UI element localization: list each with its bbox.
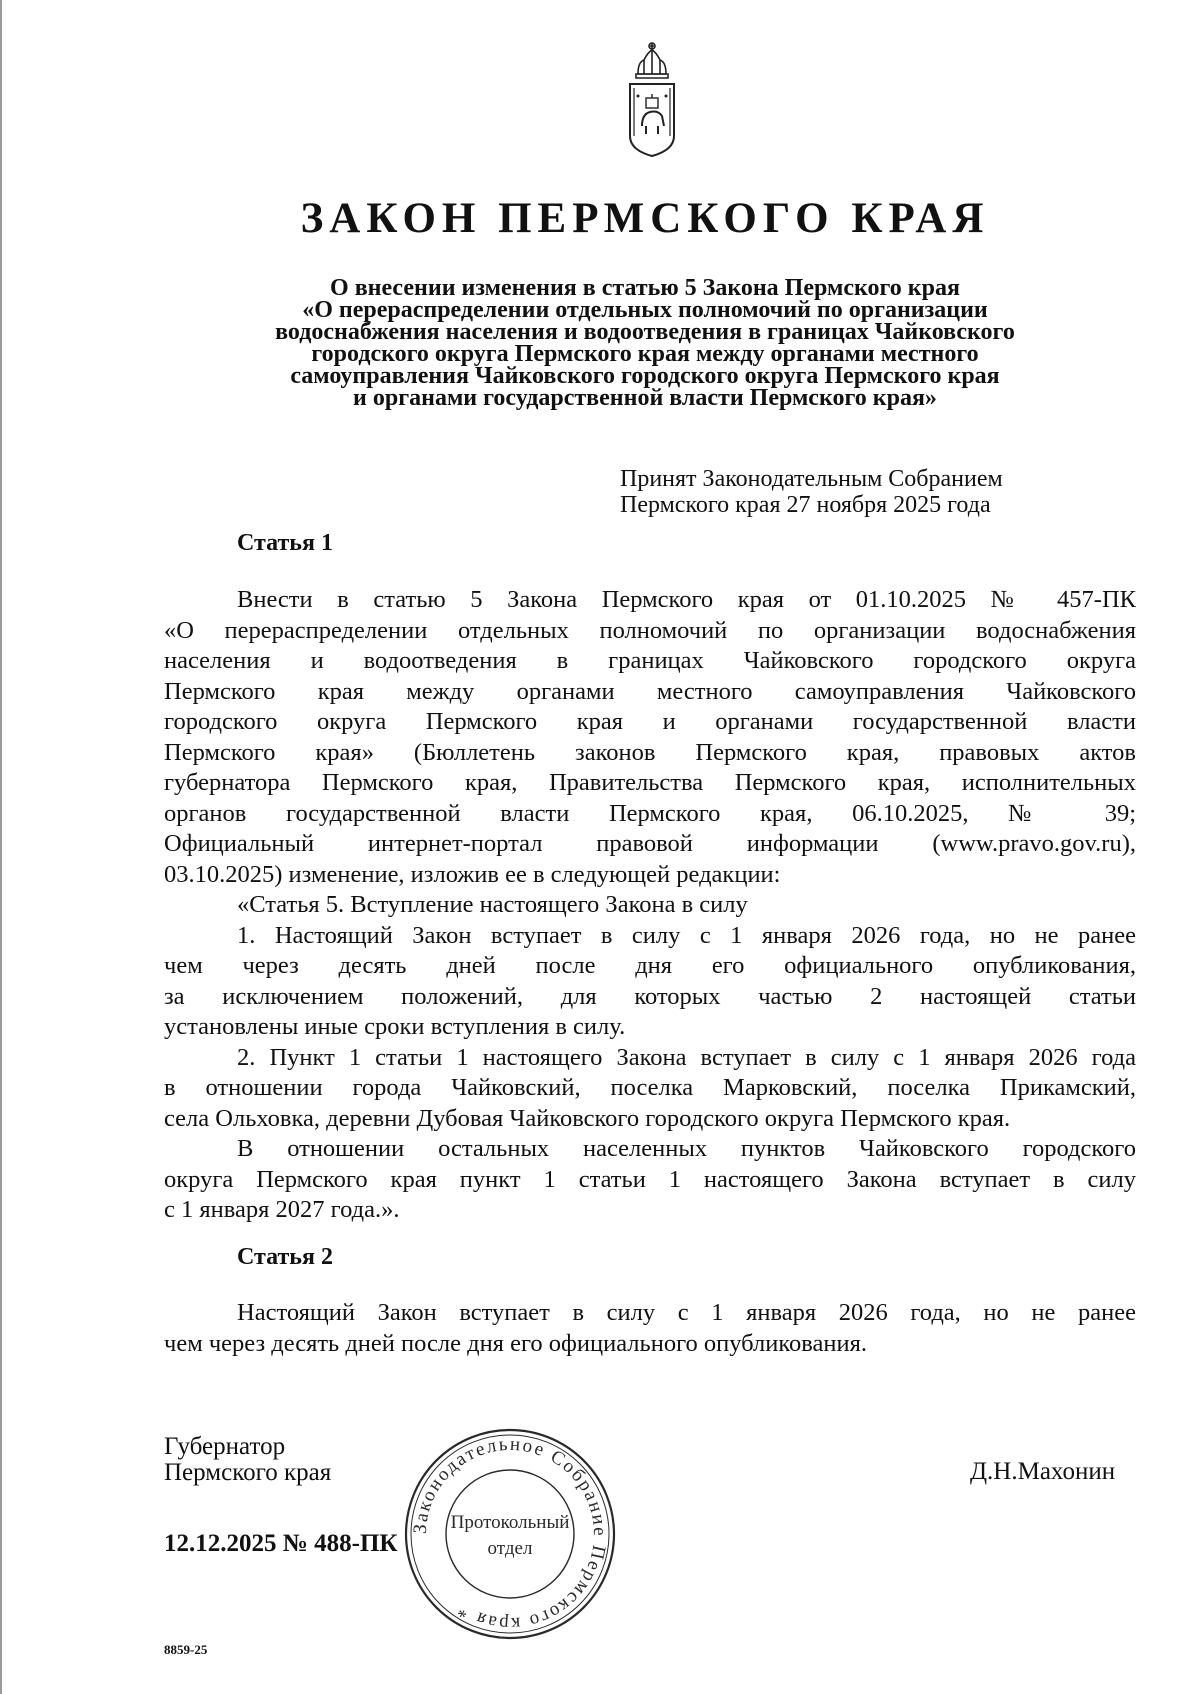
- text-line: «Статья 5. Вступление настоящего Закона в силу: [237, 891, 748, 918]
- subtitle-line: О внесении изменения в статью 5 Закона Пермского края: [330, 275, 960, 301]
- document-subtitle: [180, 277, 1110, 409]
- law-number: 12.12.2025 № 488-ПК: [164, 1530, 398, 1557]
- text-line: Пермского края между органами местного самоуправления Чайковского: [164, 677, 1136, 705]
- text-line: 03.10.2025) изменение, изложив ее в следующей редакции:: [164, 860, 781, 888]
- text-line: с 1 января 2027 года.».: [164, 1196, 400, 1223]
- signatory-name: Д.Н.Махонин: [970, 1458, 1116, 1485]
- signatory-position: [164, 1434, 331, 1486]
- text-line: органов государственной власти Пермского края, 06.10.2025, № 39;: [164, 799, 1136, 827]
- text-line: села Ольховка, деревни Дубовая Чайковского городского округа Пермского края.: [164, 1104, 1011, 1132]
- text-line: округа Пермского края пункт 1 статьи 1 настоящего Закона вступает в силу: [164, 1165, 1136, 1193]
- text-line: 2. Пункт 1 статьи 1 настоящего Закона вступает в силу с 1 января 2026 года: [237, 1043, 1136, 1071]
- document-code: 8859-25: [164, 1642, 208, 1657]
- text-line: за исключением положений, для которых частью 2 настоящей статьи: [164, 982, 1136, 1010]
- signatory-position-line: Пермского края: [164, 1459, 332, 1486]
- document-title: ЗАКОН ПЕРМСКОГО КРАЯ: [300, 195, 990, 242]
- text-line: населения и водоотведения в границах Чайковского городского округа: [164, 647, 1136, 674]
- article-2-body: [164, 1298, 1136, 1359]
- subtitle-line: «О перераспределении отдельных полномочий по организации: [302, 297, 988, 323]
- seal-ring-text: Законодательное Собрание Пермского края *: [409, 1433, 611, 1635]
- adoption-note: [620, 466, 1003, 518]
- text-line: В отношении остальных населенных пунктов Чайковского городского: [237, 1135, 1136, 1162]
- article-1-heading: Статья 1: [237, 530, 333, 556]
- text-line: Официальный интернет-портал правовой информации (www.pravo.gov.ru),: [164, 830, 1136, 857]
- scan-edge: [0, 0, 2, 1694]
- adoption-line: Принят Законодательным Собранием: [620, 466, 1003, 492]
- subtitle-line: и органами государственной власти Пермского края»: [353, 385, 937, 411]
- protocol-department-seal: [400, 1424, 620, 1644]
- text-line: 1. Настоящий Закон вступает в силу с 1 января 2026 года, но не ранее: [237, 921, 1136, 949]
- subtitle-line: городского округа Пермского края между органами местного: [311, 341, 979, 367]
- text-line: «О перераспределении отдельных полномочий по организации водоснабжения: [164, 616, 1136, 644]
- subtitle-line: самоуправления Чайковского городского округа Пермского края: [290, 363, 1000, 389]
- text-line: Пермского края» (Бюллетень законов Пермского края, правовых актов: [164, 738, 1136, 766]
- article-1-body: [164, 585, 1136, 1226]
- text-line: чем через десять дней после дня его официального опубликования,: [164, 952, 1136, 979]
- seal-center-line: отдел: [487, 1538, 533, 1559]
- text-line: Настоящий Закон вступает в силу с 1 января 2026 года, но не ранее: [237, 1299, 1136, 1326]
- text-line: городского округа Пермского края и органами государственной власти: [164, 708, 1136, 735]
- text-line: губернатора Пермского края, Правительства Пермского края, исполнительных: [164, 769, 1136, 796]
- text-line: чем через десять дней после дня его официального опубликования.: [164, 1329, 868, 1357]
- text-line: в отношении города Чайковский, поселка Марковский, поселка Прикамский,: [164, 1074, 1136, 1101]
- adoption-line: Пермского края 27 ноября 2025 года: [620, 492, 991, 518]
- text-line: Внести в статью 5 Закона Пермского края от 01.10.2025 № 457-ПК: [237, 586, 1136, 613]
- article-2-heading: Статья 2: [237, 1244, 333, 1270]
- signatory-position-line: Губернатор: [164, 1433, 286, 1460]
- subtitle-line: водоснабжения населения и водоотведения в границах Чайковского: [275, 319, 1015, 345]
- coat-of-arms-icon: [624, 40, 680, 158]
- seal-center-line: Протокольный: [450, 1512, 570, 1533]
- text-line: установлены иные сроки вступления в силу.: [164, 1013, 626, 1040]
